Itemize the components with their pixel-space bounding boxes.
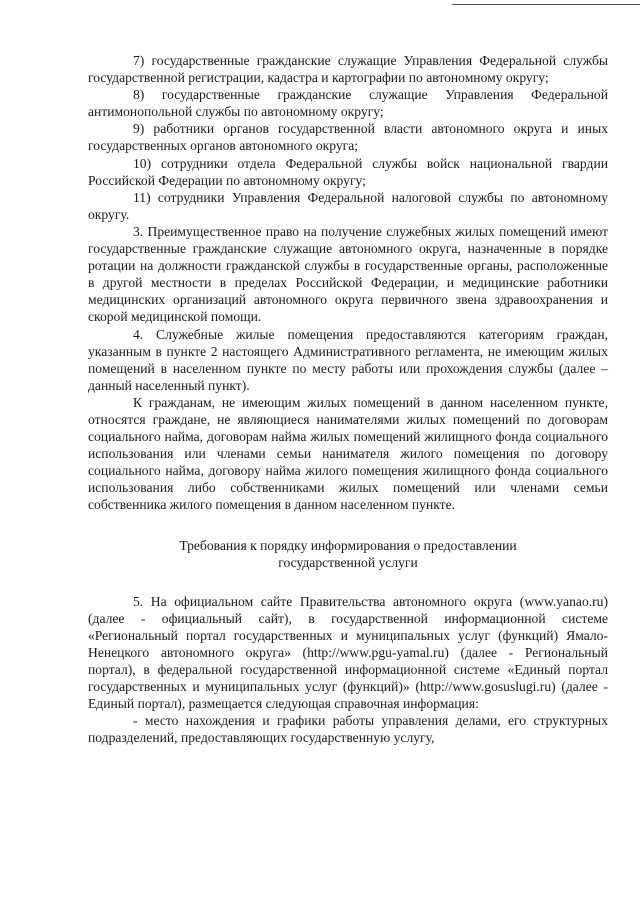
paragraph-clause-4: 4. Служебные жилые помещения предоставляются категориям граждан, указанным в пункте 2 настоящего Административного регламента, не имеющим жилых помещений в населенном пункте по месту работы или прохождения службы (далее – данный населенный пункт). — [88, 326, 608, 393]
paragraph-clause-5: 5. На официальном сайте Правительства автономного округа (www.yanao.ru) (далее - официальный сайт), в государственной информационной системе «Региональный портал государственных и муниципальных услуг (функций) Ямало-Ненецкого автономного округа» (http://www.pgu-yamal.ru) (далее - Региональный портал), в федеральной государственной информационной системе «Единый портал государственных и муниципальных услуг (функций)» (http://www.gosuslugi.ru) (далее - Единый портал), размещается следующая справочная информация: — [88, 593, 608, 712]
top-rule — [452, 4, 640, 5]
paragraph-clause-4-continued: К гражданам, не имеющим жилых помещений в данном населенном пункте, относятся граждане, не являющиеся нанимателями жилых помещений по договорам социального найма, договорам найма жилых помещений жилищного фонда социального использования или членами семьи нанимателя жилого помещения по договору социального найма, договору найма жилого помещения жилищного фонда социального использования либо собственниками жилых помещений или членами семьи собственника жилого помещения в данном населенном пункте. — [88, 394, 608, 513]
paragraph-item-11: 11) сотрудники Управления Федеральной налоговой службы по автономному округу. — [88, 189, 608, 222]
section-heading-line-1: Требования к порядку информирования о предоставлении — [179, 537, 517, 553]
section-heading-line-2: государственной услуги — [278, 554, 418, 570]
paragraph-item-10: 10) сотрудники отдела Федеральной службы войск национальной гвардии Российской Федерации по автономному округу; — [88, 155, 608, 188]
paragraph-clause-3: 3. Преимущественное право на получение служебных жилых помещений имеют государственные гражданские служащие автономного округа, назначенные в порядке ротации на должности гражданской службы в государственные органы, расположенные в другой местности в пределах Российской Федерации, и медицинские работники медицинских организаций автономного округа первичного звена здравоохранения и скорой медицинской помощи. — [88, 223, 608, 325]
paragraph-list-item-location: - место нахождения и графики работы управления делами, его структурных подразделений, предоставляющих государственную услугу, — [88, 713, 608, 746]
paragraph-item-7: 7) государственные гражданские служащие Управления Федеральной службы государственной регистрации, кадастра и картографии по автономному округу; — [88, 53, 608, 86]
paragraph-item-8: 8) государственные гражданские служащие Управления Федеральной антимонопольной службы по автономному округу; — [88, 87, 608, 120]
section-heading — [88, 537, 608, 571]
document-page — [88, 52, 608, 747]
paragraph-item-9: 9) работники органов государственной власти автономного округа и иных государственных органов автономного округа; — [88, 121, 608, 154]
